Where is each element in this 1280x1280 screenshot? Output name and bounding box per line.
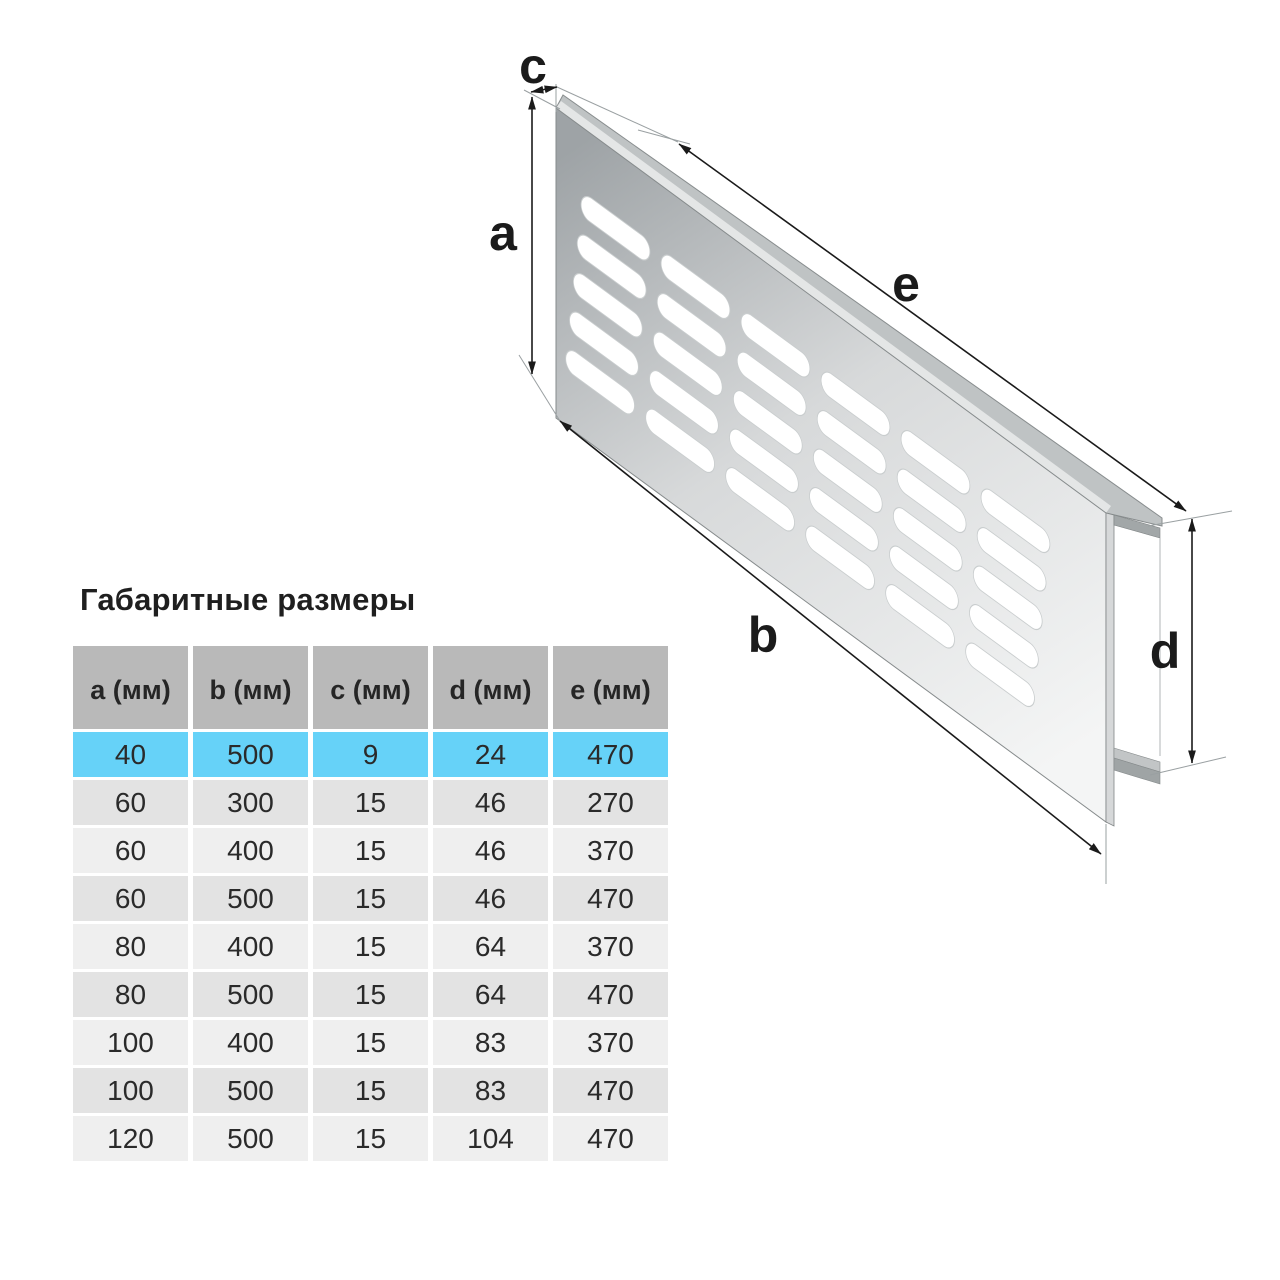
table-cell: 15	[313, 876, 428, 921]
table-cell: 470	[553, 1116, 668, 1161]
table-cell: 64	[433, 924, 548, 969]
table-cell: 470	[553, 972, 668, 1017]
table-row	[73, 924, 668, 969]
table-cell: 80	[73, 924, 188, 969]
table-cell: 60	[73, 828, 188, 873]
table-cell: 100	[73, 1068, 188, 1113]
table-cell: 500	[193, 1116, 308, 1161]
table-cell: 370	[553, 924, 668, 969]
table-cell: 400	[193, 1020, 308, 1065]
table-cell: 15	[313, 828, 428, 873]
col-header-d: d (мм)	[433, 646, 548, 729]
table-cell: 500	[193, 1068, 308, 1113]
table-cell: 64	[433, 972, 548, 1017]
table-cell: 470	[553, 732, 668, 777]
col-header-a: a (мм)	[73, 646, 188, 729]
table-cell: 500	[193, 732, 308, 777]
table-header-row	[73, 646, 668, 729]
table-row	[73, 876, 668, 921]
table-cell: 9	[313, 732, 428, 777]
table-cell: 46	[433, 828, 548, 873]
dimension-label-c: c	[519, 38, 547, 94]
table-cell: 15	[313, 1068, 428, 1113]
table-cell: 370	[553, 1020, 668, 1065]
table-row	[73, 828, 668, 873]
table-row	[73, 1020, 668, 1065]
dimension-label-b: b	[747, 607, 779, 663]
table-row	[73, 972, 668, 1017]
table-cell: 46	[433, 876, 548, 921]
table-title: Габаритные размеры	[80, 582, 416, 617]
dimensions-table	[68, 643, 673, 1164]
table-cell: 120	[73, 1116, 188, 1161]
table-cell: 15	[313, 1116, 428, 1161]
table-cell: 270	[553, 780, 668, 825]
table-cell: 500	[193, 972, 308, 1017]
table-cell: 370	[553, 828, 668, 873]
table-row	[73, 780, 668, 825]
table-cell: 46	[433, 780, 548, 825]
table-cell: 500	[193, 876, 308, 921]
table-cell: 104	[433, 1116, 548, 1161]
grille-end-edge	[1106, 513, 1114, 826]
dimension-label-d: d	[1149, 623, 1181, 679]
table-row	[73, 1116, 668, 1161]
table-row-highlighted	[73, 732, 668, 777]
table-cell: 60	[73, 876, 188, 921]
col-header-b: b (мм)	[193, 646, 308, 729]
dimension-label-e: e	[892, 256, 920, 312]
table-cell: 83	[433, 1068, 548, 1113]
table-cell: 15	[313, 1020, 428, 1065]
table-row	[73, 1068, 668, 1113]
table-cell: 80	[73, 972, 188, 1017]
table-cell: 100	[73, 1020, 188, 1065]
col-header-e: e (мм)	[553, 646, 668, 729]
table-cell: 60	[73, 780, 188, 825]
table-cell: 470	[553, 876, 668, 921]
table-cell: 15	[313, 972, 428, 1017]
dimension-label-a: a	[489, 205, 517, 261]
table-cell: 15	[313, 924, 428, 969]
table-cell: 470	[553, 1068, 668, 1113]
table-cell: 400	[193, 828, 308, 873]
table-cell: 300	[193, 780, 308, 825]
table-cell: 40	[73, 732, 188, 777]
col-header-c: c (мм)	[313, 646, 428, 729]
table-cell: 83	[433, 1020, 548, 1065]
table-cell: 400	[193, 924, 308, 969]
table-cell: 24	[433, 732, 548, 777]
table-cell: 15	[313, 780, 428, 825]
